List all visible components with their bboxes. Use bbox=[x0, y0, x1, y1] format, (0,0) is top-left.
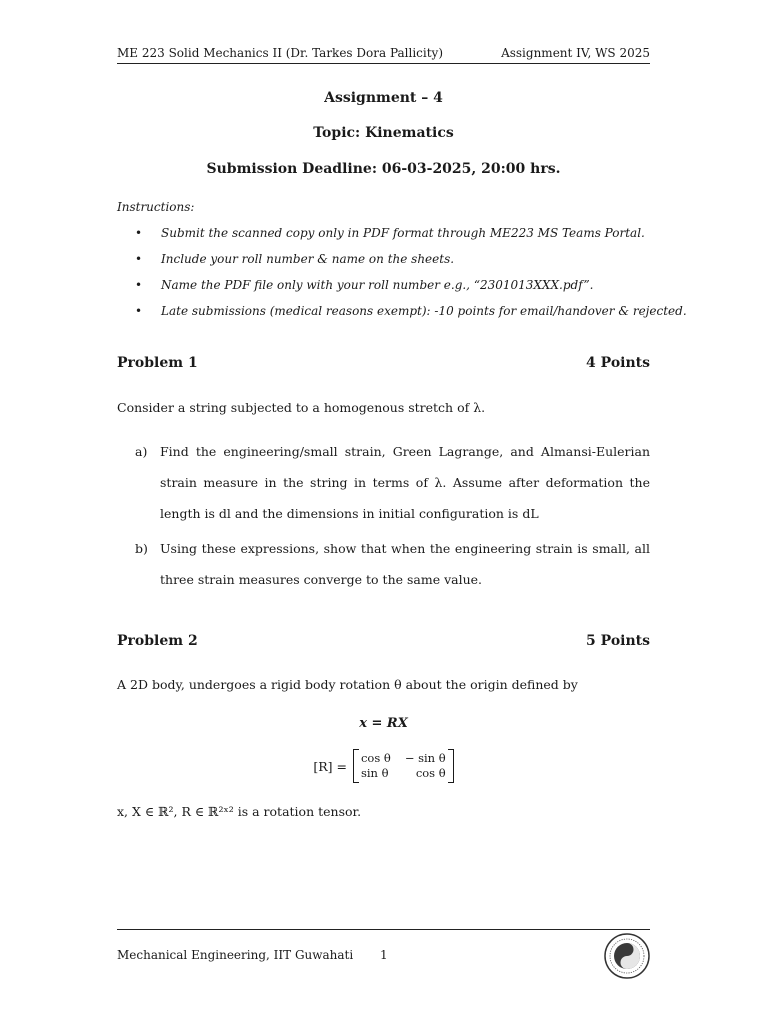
matrix-cell: sin θ bbox=[360, 766, 389, 780]
problem1-title: Problem 1 bbox=[117, 355, 198, 371]
problem2-statement: x, X ∈ ℝ², R ∈ ℝ²ˣ² is a rotation tensor. bbox=[117, 804, 362, 819]
problem1-intro: Consider a string subjected to a homogenous stretch of λ. bbox=[117, 400, 486, 415]
deadline-title: Submission Deadline: 06-03-2025, 20:00 hrs. bbox=[206, 161, 561, 177]
part-a-label: a) bbox=[135, 444, 148, 459]
footer-rule bbox=[117, 929, 650, 930]
footer-department: Mechanical Engineering, IIT Guwahati bbox=[117, 948, 354, 962]
instruction-item: • Name the PDF file only with your roll number e.g., “2301013XXX.pdf”. bbox=[135, 277, 687, 303]
header-assignment: Assignment IV, WS 2025 bbox=[501, 46, 650, 60]
problem1-part-a bbox=[135, 436, 650, 529]
matrix-bracket-left bbox=[353, 749, 359, 783]
rotation-matrix-equation bbox=[117, 749, 650, 783]
header-rule bbox=[117, 63, 650, 64]
institute-logo-icon bbox=[604, 933, 650, 979]
problem2-intro: A 2D body, undergoes a rigid body rotation θ about the origin defined by bbox=[117, 677, 578, 692]
matrix-cell: cos θ bbox=[415, 766, 446, 780]
instruction-item: • Late submissions (medical reasons exempt): -10 points for email/handover & rejected. bbox=[135, 303, 687, 329]
instructions-label: Instructions: bbox=[117, 200, 195, 214]
matrix-cell: − sin θ bbox=[404, 751, 446, 765]
instruction-item: • Submit the scanned copy only in PDF format through ME223 MS Teams Portal. bbox=[135, 225, 687, 251]
instructions-list bbox=[135, 225, 687, 329]
problem1-part-b bbox=[135, 533, 650, 595]
matrix-cell: cos θ bbox=[360, 751, 391, 765]
problem1-points: 4 Points bbox=[586, 355, 650, 371]
page-number: 1 bbox=[380, 948, 388, 962]
part-a-text: Find the engineering/small strain, Green Lagrange, and Almansi-Eulerian strain measure in the string in terms of λ. Assume after deformation the length is dl and the dimensions in initial configuration is dL bbox=[160, 444, 650, 521]
problem2-title: Problem 2 bbox=[117, 633, 198, 649]
instruction-item: • Include your roll number & name on the sheets. bbox=[135, 251, 687, 277]
equation-rotation: x = RX bbox=[359, 716, 408, 731]
problem1-heading bbox=[117, 355, 650, 371]
header-course: ME 223 Solid Mechanics II (Dr. Tarkes Dora Pallicity) bbox=[117, 46, 443, 60]
part-b-text: Using these expressions, show that when the engineering strain is small, all three strain measures converge to the same value. bbox=[160, 541, 650, 587]
assignment-title: Assignment – 4 bbox=[324, 90, 443, 106]
part-b-label: b) bbox=[135, 541, 148, 556]
matrix-bracket-right bbox=[448, 749, 454, 783]
rotation-matrix bbox=[361, 751, 446, 781]
matrix-lhs: [R] = bbox=[313, 758, 347, 774]
problem2-points: 5 Points bbox=[586, 633, 650, 649]
topic-title: Topic: Kinematics bbox=[313, 125, 454, 141]
problem2-heading bbox=[117, 633, 650, 649]
